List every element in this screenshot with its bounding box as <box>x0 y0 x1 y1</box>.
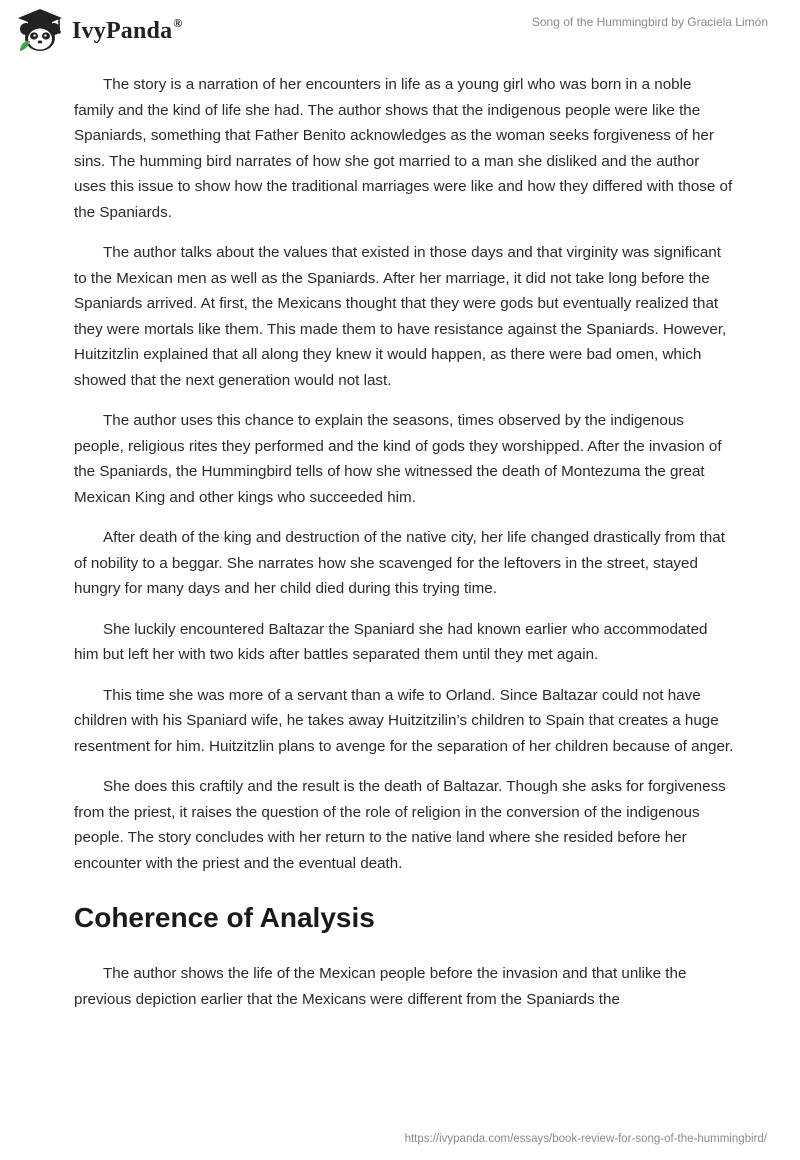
brand-name: IvyPanda® <box>72 15 183 44</box>
page-header <box>0 0 800 64</box>
section-heading: Coherence of Analysis <box>74 902 375 933</box>
registered-mark: ® <box>173 15 183 30</box>
essay-body <box>74 72 734 1027</box>
source-url[interactable]: https://ivypanda.com/essays/book-review-for-song-of-the-hummingbird/ <box>404 1133 767 1145</box>
paragraph: The story is a narration of her encounters in life as a young girl who was born in a noble family and the kind of life she had. The author shows that the indigenous people were like the Spaniards, something that Father Benito acknowledges as the woman seeks forgiveness of her sins. The humming bird narrates of how she got married to a man she disliked and the author uses this issue to show how the traditional marriages were like and how they differed with those of the Spaniards. <box>74 76 733 221</box>
document-title: Song of the Hummingbird by Graciela Limón <box>531 15 768 29</box>
paragraph: The author uses this chance to explain the seasons, times observed by the indigenous people, religious rites they performed and the kind of gods they worshipped. After the invasion of the Spaniards, the Hummingbird tells of how she witnessed the death of Montezuma the great Mexican King and other kings who succeeded him. <box>74 412 722 506</box>
paragraph: She does this craftily and the result is the death of Baltazar. Though she asks for forgiveness from the priest, it raises the question of the role of religion in the conversion of the indigenous people. The story concludes with her return to the native land where she resided before her encounter with the priest and the eventual death. <box>74 778 726 872</box>
paragraph: The author talks about the values that existed in those days and that virginity was significant to the Mexican men as well as the Spaniards. After her marriage, it did not take long before the Spaniards arrived. At first, the Mexicans thought that they were gods but eventually realized that they were mortals like them. This made them to have resistance against the Spaniards. However, Huitzitzlin explained that all along they knew it would happen, as there were bad omen, which showed that the next generation would not last. <box>74 244 727 389</box>
panda-graduate-icon <box>14 7 66 53</box>
paragraph: The author shows the life of the Mexican people before the invasion and that unlike the previous depiction earlier that the Mexicans were different from the Spaniards the <box>74 965 687 1008</box>
paragraph: After death of the king and destruction of the native city, her life changed drastically from that of nobility to a beggar. She narrates how she scavenged for the leftovers in the street, stayed hungry for many days and her child died during this trying time. <box>74 529 725 597</box>
paragraph: This time she was more of a servant than a wife to Orland. Since Baltazar could not have children with his Spaniard wife, he takes away Huitzitzilin’s children to Spain that creates a huge resentment for him. Huitzitzlin plans to avenge for the separation of her children because of anger. <box>74 686 734 755</box>
ivypanda-logo[interactable] <box>14 7 182 53</box>
paragraph: She luckily encountered Baltazar the Spaniard she had known earlier who accommodated him but left her with two kids after battles separated them until they met again. <box>74 620 708 663</box>
